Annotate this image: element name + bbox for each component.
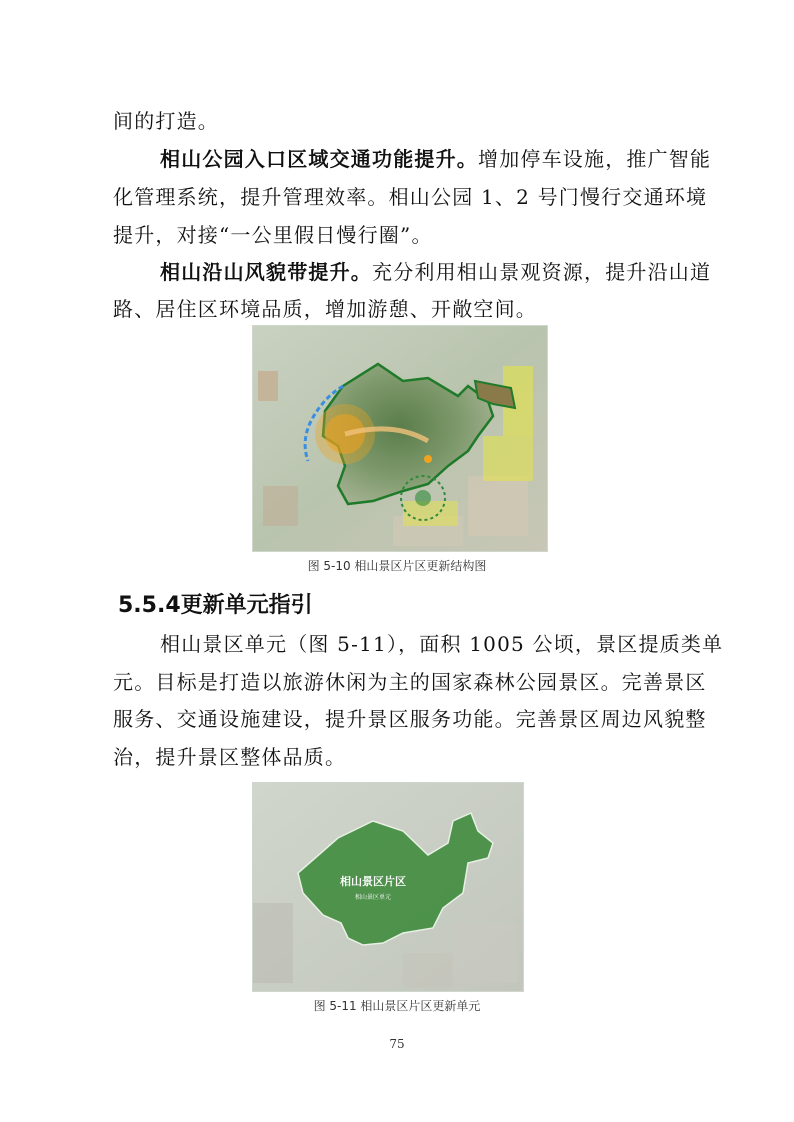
page-number: 75 — [389, 1037, 405, 1051]
section-heading: 5.5.4更新单元指引 — [118, 593, 313, 618]
paragraph-text: 增加停车设施，推广智能 — [478, 147, 712, 171]
activity-node — [415, 490, 431, 506]
figure-caption: 图 5-11 相山景区片区更新单元 — [313, 999, 481, 1013]
paragraph-line — [160, 146, 712, 172]
paragraph-line: 化管理系统，提升管理效率。相山公园 1、2 号门慢行交通环境 — [113, 185, 708, 209]
node-marker — [424, 455, 432, 463]
paragraph-line: 元。目标是打造以旅游休闲为主的国家森林公园景区。完善景区 — [113, 670, 707, 694]
paragraph-line: 相山景区单元（图 5-11），面积 1005 公顷，景区提质类单 — [160, 632, 724, 656]
urban-block — [403, 953, 453, 988]
structure-map — [253, 326, 547, 551]
paragraph-line: 服务、交通设施建设，提升景区服务功能。完善景区周边风貌整 — [113, 707, 707, 731]
unit-map — [253, 783, 523, 991]
residential-area — [483, 436, 533, 481]
urban-block — [253, 903, 293, 983]
residential-area — [403, 501, 458, 526]
unit-map-figure — [252, 782, 524, 992]
paragraph-line — [160, 259, 712, 285]
urban-block — [453, 923, 518, 983]
structure-map-figure — [252, 325, 548, 552]
paragraph-text: 充分利用相山景观资源，提升沿山道 — [372, 260, 712, 284]
paragraph-line: 治，提升景区整体品质。 — [113, 745, 347, 769]
bold-lead: 相山公园入口区域交通功能提升。 — [160, 147, 478, 171]
paragraph-line: 提升，对接“一公里假日慢行圈”。 — [113, 223, 433, 247]
map-sublabel: 相山景区单元 — [354, 894, 392, 901]
urban-block — [468, 476, 528, 536]
urban-block — [263, 486, 298, 526]
urban-block — [258, 371, 278, 401]
figure-caption: 图 5-10 相山景区片区更新结构图 — [307, 559, 487, 573]
bold-lead: 相山沿山风貌带提升。 — [160, 260, 372, 284]
map-label: 相山景区片区 — [340, 875, 406, 888]
paragraph-line: 路、居住区环境品质，增加游憩、开敞空间。 — [113, 297, 537, 321]
paragraph-line: 间的打造。 — [113, 109, 219, 133]
